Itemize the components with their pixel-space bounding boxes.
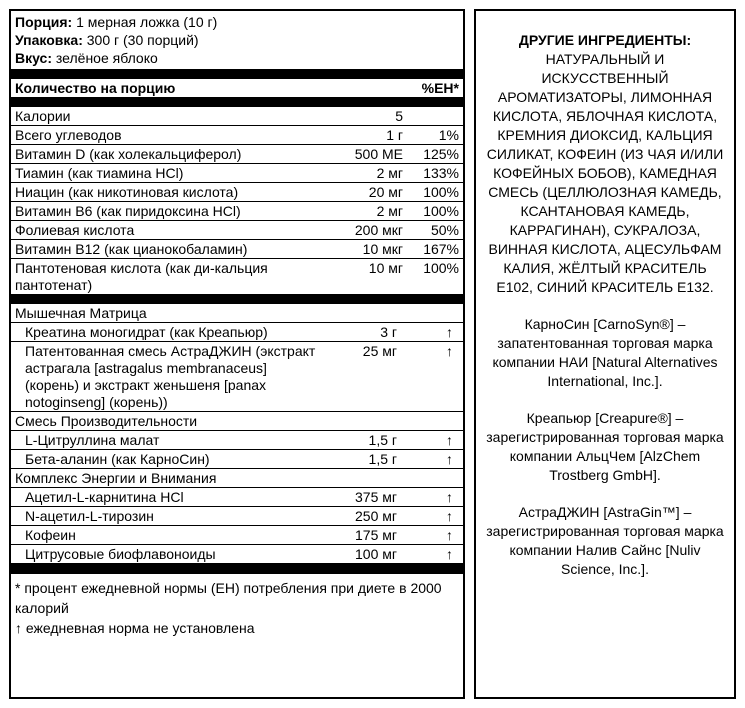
amount-per-serving-label: Количество на порцию — [15, 80, 176, 96]
flavor-label: Вкус: — [15, 50, 53, 66]
table-row — [11, 488, 463, 507]
nutrient-amount: 20 мг — [368, 184, 403, 200]
nutrient-name: N-ацетил-L-тирозин — [25, 508, 154, 524]
nutrient-name: Тиамин (как тиамина HCl) — [15, 165, 184, 181]
other-ingredients-title: ДРУГИЕ ИНГРЕДИЕНТЫ: — [518, 32, 692, 48]
nutrient-name: Креатина моногидрат (как Креапьюр) — [25, 324, 268, 340]
nutrient-name: Патентованная смесь АстраДЖИН (экстракт астрагала [astragalus membranaceus] (корень) и экстракт женьшеня [panax notoginseng] (корень)) — [25, 343, 316, 410]
thick-divider — [11, 69, 463, 79]
nutrient-dv: 100% — [423, 260, 459, 276]
nutrient-amount: 1,5 г — [368, 432, 397, 448]
nutrient-amount: 5 — [395, 108, 403, 124]
nutrient-name: Витамин B6 (как пиридоксина HCl) — [15, 203, 241, 219]
serving-line — [15, 13, 459, 31]
nutrient-amount: 1 г — [386, 127, 403, 143]
table-row — [11, 526, 463, 545]
trademark-creapure: Креапьюр [Creapure®] – зарегистрированная торговая марка компании АльцЧем [AlzChem Trostberg GmbH]. — [486, 410, 724, 483]
nutrient-name: Кофеин — [25, 527, 76, 543]
table-row — [11, 342, 463, 412]
nutrient-name: Ацетил-L-карнитина HCl — [25, 489, 184, 505]
nutrient-name: Цитрусовые биофлавоноиды — [25, 546, 216, 562]
table-row — [11, 126, 463, 145]
serving-value: 1 мерная ложка (10 г) — [72, 14, 218, 30]
table-row — [11, 164, 463, 183]
nutrient-amount: 1,5 г — [368, 451, 397, 467]
nutrient-amount: 3 г — [380, 324, 397, 340]
table-row — [11, 507, 463, 526]
table-row — [11, 183, 463, 202]
table-head — [11, 79, 463, 97]
nutrient-amount: 200 мкг — [354, 222, 403, 238]
nutrient-dv: ↑ — [446, 527, 453, 543]
table-row — [11, 259, 463, 294]
section-title: Комплекс Энергии и Внимания — [11, 469, 463, 488]
nutrient-dv: 100% — [423, 203, 459, 219]
table-row — [11, 221, 463, 240]
table-row — [11, 431, 463, 450]
pack-label: Упаковка: — [15, 32, 83, 48]
nutrient-amount: 500 МЕ — [354, 146, 403, 162]
table-row — [11, 202, 463, 221]
nutrient-name: Ниацин (как никотиновая кислота) — [15, 184, 239, 200]
nutrient-amount: 175 мг — [355, 527, 397, 543]
trademark-carnosyn: КарноСин [CarnoSyn®] – запатентованная торговая марка компании НАИ [Natural Alternatives International, Inc.]. — [492, 316, 718, 389]
nutrient-dv: 1% — [438, 127, 459, 143]
table-row — [11, 323, 463, 342]
trademark-astragin: АстраДЖИН [AstraGin™] – зарегистрированная торговая марка компании Налив Сайнс [Nuliv Science, Inc.]. — [486, 504, 724, 577]
nutrient-name: Калории — [15, 108, 71, 124]
nutrient-name: Пантотеновая кислота (как ди-кальция пантотенат) — [15, 260, 268, 293]
nutrient-dv: 100% — [423, 184, 459, 200]
nutrient-dv: ↑ — [446, 489, 453, 505]
serving-label: Порция: — [15, 14, 73, 30]
table-row — [11, 145, 463, 164]
nutrient-amount: 10 мг — [368, 260, 403, 276]
blend-sections — [11, 304, 463, 574]
thick-divider — [11, 97, 463, 107]
nutrient-name: Витамин B12 (как цианокобаламин) — [15, 241, 248, 257]
nutrient-amount: 25 мг — [362, 343, 397, 359]
dv-footnote: * процент ежедневной нормы (ЕН) потребления при диете в 2000 калорий — [15, 580, 442, 616]
nutrient-dv: ↑ — [446, 546, 453, 562]
flavor-value: зелёное яблоко — [52, 50, 158, 66]
nutrient-name: Витамин D (как холекальциферол) — [15, 146, 242, 162]
pack-value: 300 г (30 порций) — [82, 32, 199, 48]
nutrient-dv: 167% — [423, 241, 459, 257]
nutrient-name: Всего углеводов — [15, 127, 122, 143]
header-block — [11, 11, 463, 67]
nutrient-amount: 375 мг — [355, 489, 397, 505]
section-title: Мышечная Матрица — [11, 304, 463, 323]
nutrient-name: Бета-аланин (как КарноСин) — [25, 451, 210, 467]
nutrient-amount: 250 мг — [355, 508, 397, 524]
nutrient-name: Фолиевая кислота — [15, 222, 135, 238]
nutrient-amount: 2 мг — [376, 165, 403, 181]
other-ingredients-panel — [474, 9, 736, 699]
nutrient-rows — [11, 107, 463, 294]
arrow-footnote: ↑ ежедневная норма не установлена — [15, 620, 255, 636]
nutrient-dv: ↑ — [446, 451, 453, 467]
nutrient-dv: ↑ — [446, 432, 453, 448]
flavor-line — [15, 49, 459, 67]
other-ingredients-text: НАТУРАЛЬНЫЙ И ИСКУССТВЕННЫЙ АРОМАТИЗАТОРЫ, ЛИМОННАЯ КИСЛОТА, ЯБЛОЧНАЯ КИСЛОТА, КРЕМНИЯ ДИОКСИД, КАЛЬЦИЯ СИЛИКАТ, КОФЕИН (ИЗ ЧАЯ И/ИЛИ КОФЕЙНЫХ БОБОВ), КАМЕДНАЯ СМЕСЬ (ЦЕЛЛЮЛОЗНАЯ КАМЕДЬ, КСАНТАНОВАЯ КАМЕДЬ, КАРРАГИНАН), СУКРАЛОЗА, ВИННАЯ КИСЛОТА, АЦЕСУЛЬФАМ КАЛИЯ, ЖЁЛТЫЙ КРАСИТЕЛЬ Е102, СИНИЙ КРАСИТЕЛЬ Е132. — [486, 51, 724, 295]
other-ingredients — [476, 31, 734, 297]
table-row — [11, 240, 463, 259]
nutrient-dv: 50% — [430, 222, 459, 238]
nutrient-amount: 100 мг — [355, 546, 397, 562]
nutrient-dv: ↑ — [446, 343, 453, 359]
table-row — [11, 107, 463, 126]
table-row — [11, 545, 463, 564]
dv-label: %ЕН* — [421, 80, 459, 96]
pack-line — [15, 31, 459, 49]
nutrient-amount: 2 мг — [376, 203, 403, 219]
section-title: Смесь Производительности — [11, 412, 463, 431]
thick-divider — [11, 564, 463, 574]
footnotes — [11, 574, 463, 638]
nutrient-name: L-Цитруллина малат — [25, 432, 160, 448]
nutrient-amount: 10 мкг — [362, 241, 403, 257]
nutrient-dv: ↑ — [446, 324, 453, 340]
facts-panel — [9, 9, 465, 699]
nutrient-dv: 125% — [423, 146, 459, 162]
nutrient-dv: ↑ — [446, 508, 453, 524]
nutrient-dv: 133% — [423, 165, 459, 181]
table-row — [11, 450, 463, 469]
thick-divider — [11, 294, 463, 304]
